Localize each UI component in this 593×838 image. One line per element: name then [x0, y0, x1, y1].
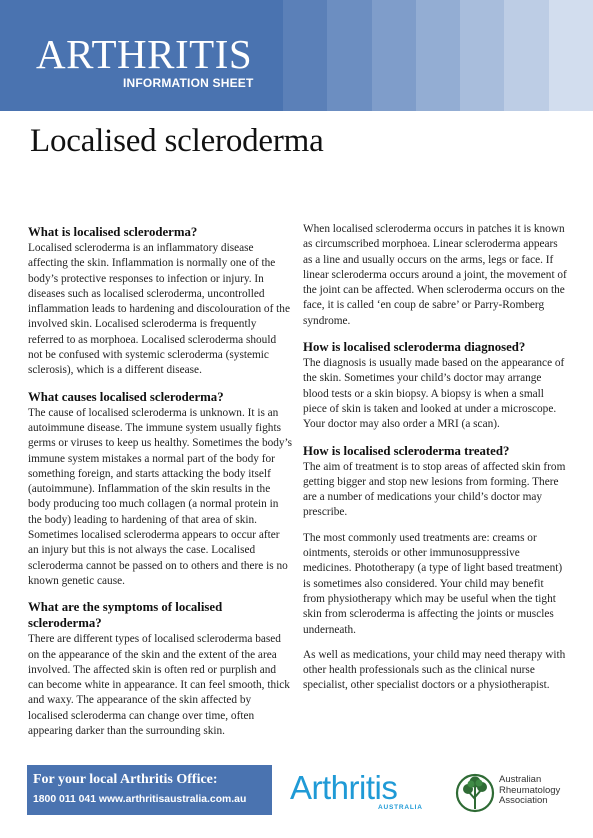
arthritis-australia-logo[interactable]	[290, 770, 430, 814]
color-strip	[504, 0, 548, 111]
ara-line: Australian	[499, 774, 542, 785]
color-strip	[327, 0, 371, 111]
left-column	[28, 224, 293, 749]
color-strip	[372, 0, 416, 111]
section-diagnosed	[303, 339, 568, 432]
section-paragraph: The aim of treatment is to stop areas of affected skin from getting bigger and stop new lesions from forming. There are a number of medications your child’s doctor may prescribe.	[303, 460, 566, 519]
office-contact-box	[27, 765, 272, 815]
intro-paragraph: When localised scleroderma occurs in patches it is known as circumscribed morphoea. Linear scleroderma appears as a line and usually occurs on the arms, legs or face. If linear scleroderma occurs around a joint, the movement of the joint can be affected. When scleroderma occurs on the face, it is called ‘en coup de sabre’ or Parry-Romberg syndrome.	[303, 223, 567, 327]
contact-details[interactable]: 1800 011 041 www.arthritisaustralia.com.au	[33, 794, 247, 805]
ara-logo[interactable]	[455, 771, 575, 817]
color-strip	[460, 0, 504, 111]
color-strips	[283, 0, 593, 111]
office-label: For your local Arthritis Office:	[33, 772, 218, 787]
section-paragraph: As well as medications, your child may need therapy with other health professionals such as the clinical nurse specialist, other specialist doctors or a physiotherapist.	[303, 648, 566, 692]
aa-logo-sub: AUSTRALIA	[378, 804, 423, 811]
brand-subtitle: INFORMATION SHEET	[123, 76, 254, 90]
color-strip	[416, 0, 460, 111]
brand-block	[0, 0, 283, 111]
section-causes	[28, 389, 293, 590]
ara-line: Rheumatology	[499, 784, 561, 796]
section-heading: What causes localised scleroderma?	[28, 389, 224, 404]
aa-logo-word: Arthritis	[290, 769, 398, 806]
section-what-is	[28, 224, 293, 379]
color-strip	[549, 0, 593, 111]
color-strip	[283, 0, 327, 111]
page-title: Localised scleroderma	[30, 123, 324, 159]
header-banner	[0, 0, 593, 111]
ara-line: Association	[499, 795, 548, 806]
section-heading: How is localised scleroderma diagnosed?	[303, 340, 526, 355]
section-paragraph: The cause of localised scleroderma is unknown. It is an autoimmune disease. The immune system usually fights germs or viruses to keep us healthy. Sometimes the body’s immune system mistakes a normal part of the body for something foreign, and starts attacking the body itself (autoimmune). Inflammation of the skin results in the body producing too much collagen (a normal protein in the body) leading to hardening of that area of skin. Sometimes localised scleroderma appears to occur after an injury but this is not always the case. Localised scleroderma cannot be passed on to others and there is no known genetic cause.	[28, 406, 293, 587]
section-paragraph: Localised scleroderma is an inflammatory disease affecting the skin. Inflammation is normally one of the body’s protective responses to infection or injury. In diseases such as localised scleroderma, uncontrolled inflammation leads to hardening and discolouration of the involved skin. Localised scleroderma is frequently referred to as morphoea. Localised scleroderma should not be confused with systemic scleroderma (systemic sclerosis), which is a different disease.	[28, 242, 290, 377]
ara-name	[499, 775, 560, 807]
section-paragraph: The diagnosis is usually made based on the appearance of the skin. Sometimes your child’s doctor may arrange blood tests or a skin biopsy. A biopsy is when a small piece of skin is taken and looked at under a microscope. Your doctor may also order a MRI (a scan).	[303, 357, 565, 431]
brand-title: ARTHRITIS	[36, 31, 253, 77]
section-paragraph: There are different types of localised scleroderma based on the appearance of the skin and the extent of the area involved. The affected skin is often red or purplish and can become white in appearance. It can feel smooth, thick and waxy. The appearance of the skin affected by localised scleroderma can change over time, often appearing darker than the surrounding skin.	[28, 633, 290, 738]
section-treated	[303, 443, 568, 694]
section-symptoms	[28, 599, 293, 739]
section-paragraph: The most commonly used treatments are: creams or ointments, steroids or other immunosuppressive medicines. Phototherapy (a type of light based treatment) is sometimes also considered. Your child may benefit from physiotherapy which may be useful when the tight skin from scleroderma is affecting the joints or muscles underneath.	[303, 531, 563, 636]
section-heading: What are the symptoms of localised scleroderma?	[28, 600, 223, 631]
tree-emblem-icon	[455, 771, 495, 815]
section-heading: What is localised scleroderma?	[28, 225, 198, 239]
right-column	[303, 222, 568, 704]
section-heading: How is localised scleroderma treated?	[303, 443, 510, 458]
